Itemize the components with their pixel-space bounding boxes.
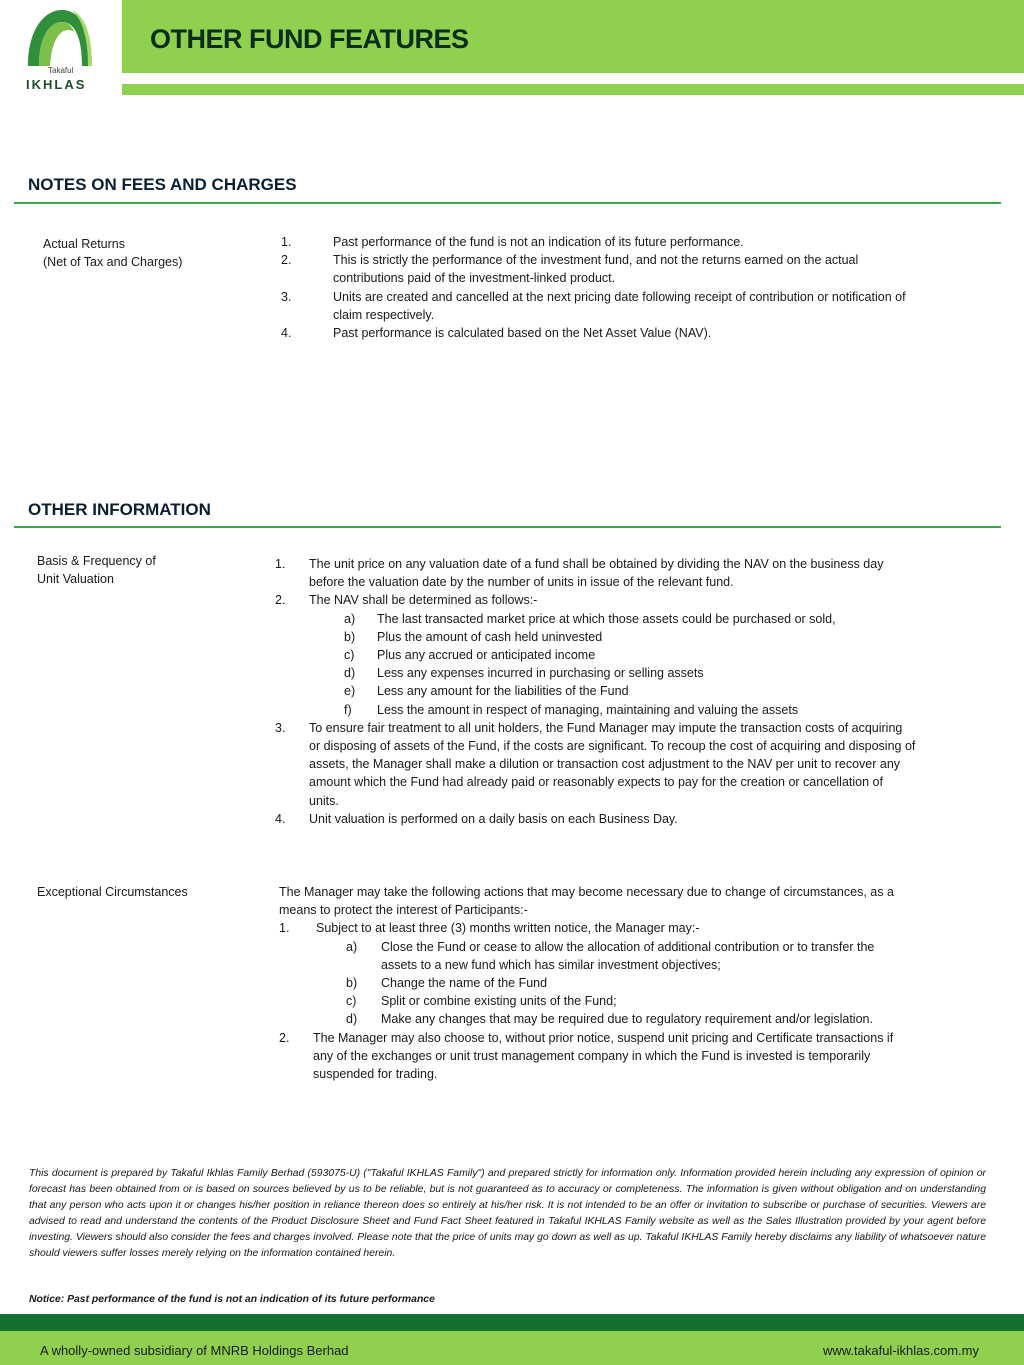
list-item: 2. The Manager may also choose to, without prior notice, suspend unit pricing and Certificate transactions if any of the exchanges or unit trust management company in which the Fund is invested is temporarily suspended for trading. — [279, 1030, 894, 1082]
list-item: 1. Subject to at least three (3) months written notice, the Manager may:- — [279, 921, 700, 936]
exceptional-intro: The Manager may take the following actions that may become necessary due to change of circumstances, as a means to protect the interest of Participants:- — [279, 885, 894, 918]
footer-band-dark — [0, 1314, 1024, 1331]
page-title: OTHER FUND FEATURES — [150, 24, 469, 54]
sub-item: b) Change the name of the Fund — [346, 976, 548, 991]
basis-valuation-label: Basis & Frequency of Unit Valuation — [37, 554, 156, 587]
list-item: 4. Unit valuation is performed on a daily basis on each Business Day. — [275, 811, 678, 826]
list-item: 2. The NAV shall be determined as follows:- a) The last transacted market price at which those assets could be purchased or sold, b) Plus the amount of cash held uninvested c) Plus any accrued or anticipated income d) Less any expenses incurred in purchasing or selling assets e) Less any amount for the liabilities of the Fund f) Less the amount in respect of managing, maintaining and valuing the assets — [275, 591, 995, 718]
logo-arch-icon — [22, 6, 98, 68]
sub-item: c) Split or combine existing units of the Fund; — [346, 994, 617, 1009]
list-item: 3. To ensure fair treatment to all unit holders, the Fund Manager may impute the transaction costs of acquiring or disposing of assets of the Fund, if the costs are significant. To recoup the cost of acquiring and disposing of assets, the Manager shall make a dilution or transaction cost adjustment to the NAV per unit to recover any amount which the Fund had already paid or reasonably expects to pay for the creation or cancellation of units. — [275, 720, 916, 808]
sub-item: b) Plus the amount of cash held uninvested — [344, 629, 603, 644]
disclaimer-text: This document is prepared by Takaful Ikhlas Family Berhad (593075-U) ("Takaful IKHLAS Family") and prepared strictly for information only. Information provided herein including any expression of opinion or forecast has been obtained from or is based on sources believed by us to be reliable, but is not guaranteed as to accuracy or completeness. The information is given without obligation and on understanding that any person who acts upon it or changes his/her position in reliance thereon does so entirely at his/her risk. It is not intended to be an offer or invitation to subscribe or purchase of securities. Viewers are advised to read and understand the contents of the Product Disclosure Sheet and Fund Fact Sheet featured in Takaful IKHLAS Family website as well as the Sales Illustration provided by your agent before investing. Viewers should also consider the fees and charges involved. Please note that the price of units may go down as well as up. Takaful IKHLAS Family hereby disclaims any liability of whatsoever nature should viewers suffer losses merely relying on the information contained herein. — [29, 1168, 986, 1259]
header-stripe — [122, 84, 1024, 95]
section-divider — [14, 202, 1001, 204]
list-item: 2. This is strictly the performance of the investment fund, and not the returns earned on the actual contributions paid of the investment-linked product. — [281, 253, 859, 286]
sub-item: a) Close the Fund or cease to allow the allocation of additional contribution or to transfer the assets to a new fund which has similar investment objectives; — [346, 939, 875, 972]
sub-item: d) Less any expenses incurred in purchasing or selling assets — [344, 666, 704, 681]
section-title-notes: NOTES ON FEES AND CHARGES — [28, 175, 297, 194]
sub-item: c) Plus any accrued or anticipated income — [344, 648, 596, 663]
exceptional-circumstances-list — [279, 883, 999, 1083]
actual-returns-label: Actual Returns (Net of Tax and Charges) — [43, 237, 183, 270]
basis-valuation-list — [275, 555, 995, 828]
list-item: 1. Past performance of the fund is not an indication of its future performance. — [281, 235, 744, 249]
sub-item: e) Less any amount for the liabilities of the Fund — [344, 684, 629, 699]
logo-brand-name: IKHLAS — [26, 77, 87, 92]
performance-notice: Notice: Past performance of the fund is not an indication of its future performance — [29, 1294, 435, 1305]
notes-list — [281, 233, 1001, 342]
list-item: 1. The unit price on any valuation date of a fund shall be obtained by dividing the NAV on the business day before the valuation date by the number of units in issue of the relevant fund. — [275, 557, 884, 590]
logo-tagline: Takaful — [48, 66, 74, 75]
footer-website-link[interactable]: www.takaful-ikhlas.com.my — [822, 1343, 979, 1358]
exceptional-circumstances-label: Exceptional Circumstances — [37, 885, 188, 899]
sub-item: f) Less the amount in respect of managing, maintaining and valuing the assets — [344, 702, 799, 717]
list-item: 3. Units are created and cancelled at the next pricing date following receipt of contribution or notification of claim respectively. — [281, 289, 906, 322]
section-title-other: OTHER INFORMATION — [28, 500, 211, 519]
sub-item: d) Make any changes that may be required due to regulatory requirement and/or legislation. — [346, 1012, 873, 1027]
section-divider — [14, 526, 1001, 528]
sub-item: a) The last transacted market price at which those assets could be purchased or sold, — [344, 611, 836, 626]
footer-subsidiary-text: A wholly-owned subsidiary of MNRB Holdings Berhad — [40, 1343, 349, 1358]
list-item: 4. Past performance is calculated based on the Net Asset Value (NAV). — [281, 326, 712, 341]
company-logo — [0, 0, 120, 100]
